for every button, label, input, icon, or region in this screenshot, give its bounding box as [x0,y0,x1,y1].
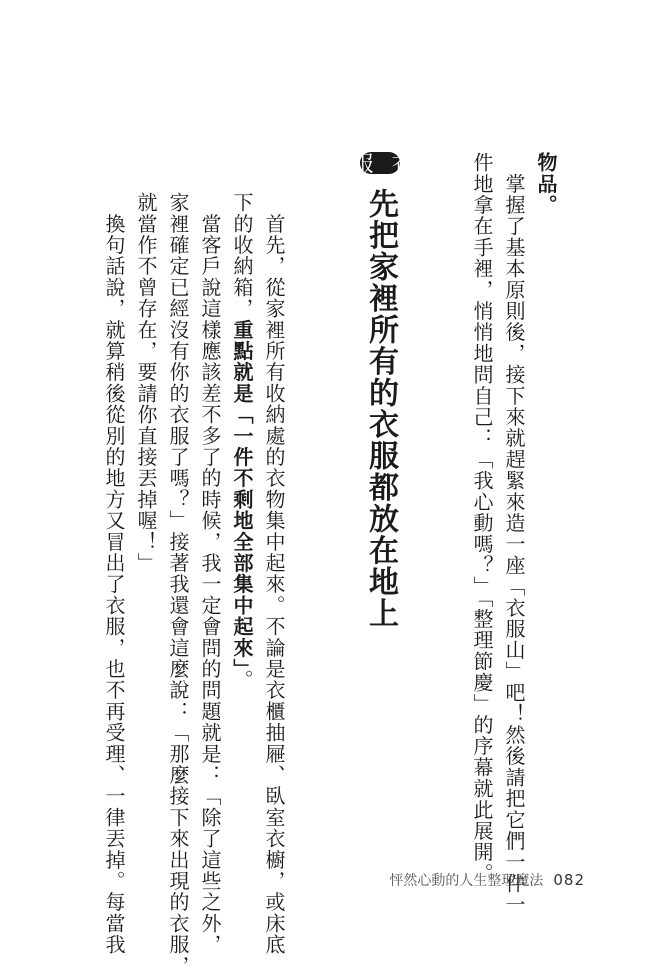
column-text: 換句話說，就算稍後從別的地方又冒出了衣服，也不再受理、一律丟掉。每當我 [102,192,126,956]
column-text: 物品。 [534,152,558,216]
section-tag: 衣服 [348,152,413,174]
text-column-6 [198,192,222,955]
emphasis-text: 重點就是「一件不剩地全部集中起來」 [230,319,254,670]
column-text: 家裡確定已經沒有你的衣服了嗎？」接著我還會這麼說：「那麼接下來出現的衣服， [166,192,190,976]
column-text: 。 [230,669,254,691]
text-column-7 [166,192,190,976]
text-column-8 [134,192,158,574]
text-column-2 [502,152,526,915]
column-text: 首先，從家裡所有收納處的衣物集中起來。不論是衣櫃抽屜、臥室衣櫥，或床底 [262,192,286,956]
text-column-3 [470,152,494,884]
text-column-5 [230,192,254,691]
page-footer [389,870,585,890]
section-title: 先把家裡所有的衣服都放在地上 [363,188,398,629]
text-column-1 [534,152,558,216]
page-number: 082 [553,871,585,889]
column-text: 掌握了基本原則後，接下來就趕緊來造一座「衣服山」吧！然後請把它們一件一 [502,152,526,916]
column-text: 件地拿在手裡，悄悄地問自己：「我心動嗎？」「整理節慶」的序幕就此展開。 [470,152,494,884]
book-title: 怦然心動的人生整理魔法 [389,873,544,889]
section-heading [348,152,413,629]
text-column-9 [102,192,126,955]
column-text: 當客戶說這樣應該差不多了的時候，我一定會問的問題就是：「除了這些之外， [198,192,222,956]
text-column-4 [262,192,286,955]
column-text: 就當作不曾存在，要請你直接丟掉喔！」 [134,192,158,574]
column-text: 下的收納箱， [230,192,254,320]
